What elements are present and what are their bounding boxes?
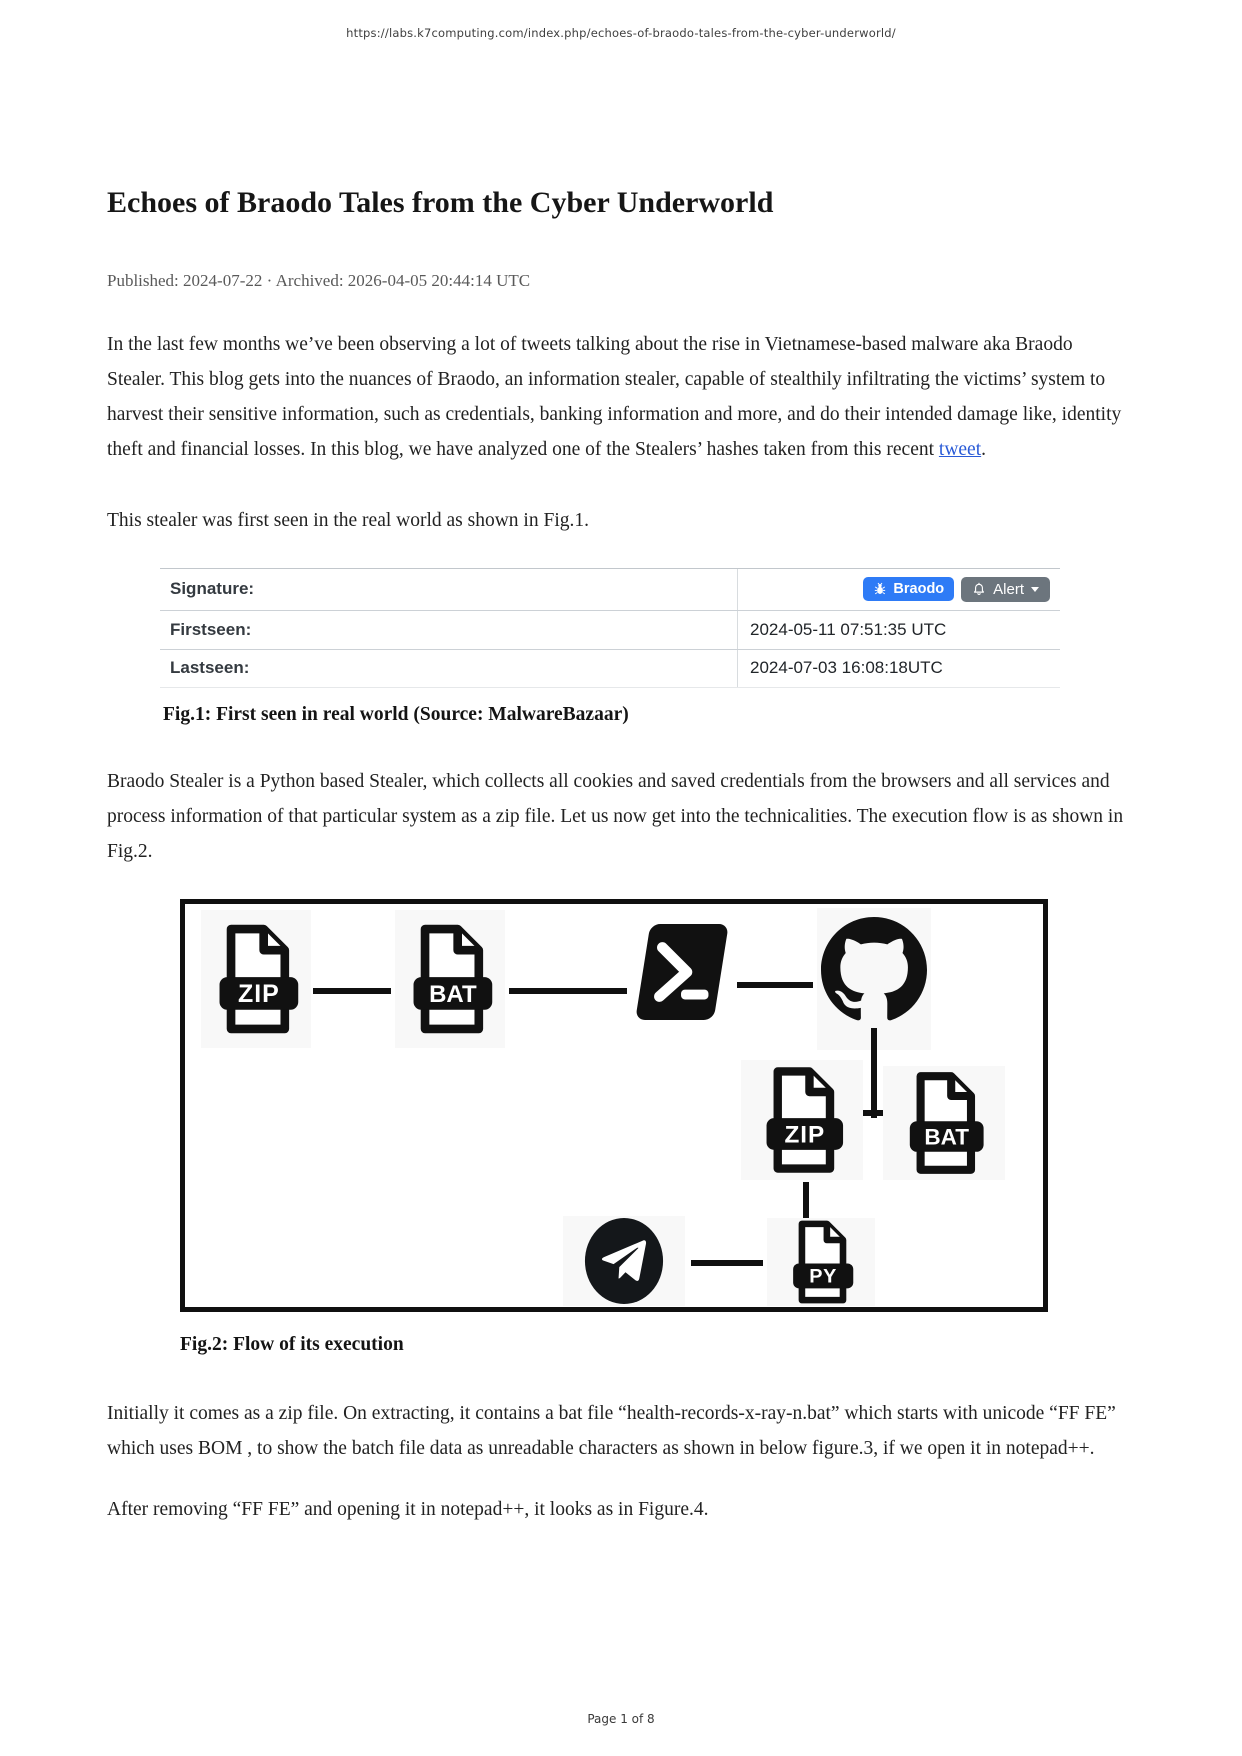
zip-file-node xyxy=(201,910,311,1048)
page-url: https://labs.k7computing.com/index.php/echoes-of-braodo-tales-from-the-cyber-underworld/ xyxy=(346,26,896,40)
flow-connector xyxy=(737,982,813,988)
braodo-badge[interactable] xyxy=(863,577,954,601)
alert-button-label: Alert xyxy=(993,580,1024,598)
zip-extract-paragraph: Initially it comes as a zip file. On extracting, it contains a bat file “health-records-x-ray-n.bat” which starts with unicode “FF FE” which uses BOM , to show the batch file data as unreadable characters as shown in below figure.3, if we open it in notepad++. xyxy=(107,1402,1116,1459)
malwarebazaar-table xyxy=(160,568,1060,688)
article-content xyxy=(107,0,1135,1527)
table-row xyxy=(160,568,1060,610)
py-label: PY xyxy=(809,1265,838,1288)
technical-paragraph: Braodo Stealer is a Python based Stealer, which collects all cookies and saved credentials from the browsers and all services and process information of that particular system as a zip file. Let us now get into the technicalities. The execution flow is as shown in Fig.2. xyxy=(107,770,1124,862)
lastseen-label: Lastseen: xyxy=(160,650,738,687)
bat-file-icon xyxy=(898,1069,990,1177)
fig2-caption: Fig.2: Flow of its execution xyxy=(180,1333,404,1355)
intro-text-end: . xyxy=(981,438,987,460)
after-removing-paragraph: After removing “FF FE” and opening it in notepad++, it looks as in Figure.4. xyxy=(107,1498,709,1520)
bell-icon xyxy=(972,582,986,597)
lastseen-value: 2024-07-03 16:08:18UTC xyxy=(750,658,943,677)
bat-file-node xyxy=(395,910,505,1048)
table-row xyxy=(160,649,1060,688)
signature-value-cell xyxy=(738,569,1060,610)
page-title: Echoes of Braodo Tales from the Cyber Underworld xyxy=(107,186,774,219)
table-row xyxy=(160,610,1060,649)
bat-file-node xyxy=(883,1066,1005,1180)
braodo-badge-label: Braodo xyxy=(893,581,945,597)
flow-connector xyxy=(871,1028,877,1118)
alert-button[interactable] xyxy=(961,577,1050,602)
firstseen-value: 2024-05-11 07:51:35 UTC xyxy=(750,619,947,639)
powershell-icon xyxy=(633,916,731,1028)
bug-icon xyxy=(873,582,887,596)
telegram-node xyxy=(563,1216,685,1306)
zip-label: ZIP xyxy=(238,979,280,1008)
zip-file-node xyxy=(741,1060,863,1180)
zip-label: ZIP xyxy=(784,1120,826,1148)
fig1-caption: Fig.1: First seen in real world (Source: MalwareBazaar) xyxy=(163,703,629,725)
bat-label: BAT xyxy=(429,980,477,1008)
github-icon xyxy=(821,917,927,1023)
signature-label: Signature: xyxy=(160,569,738,610)
flow-connector xyxy=(313,988,391,994)
bat-file-icon xyxy=(402,917,498,1041)
caret-down-icon xyxy=(1031,587,1039,592)
zip-file-icon xyxy=(755,1064,849,1176)
flow-connector xyxy=(691,1260,763,1266)
first-seen-paragraph: This stealer was first seen in the real world as shown in Fig.1. xyxy=(107,509,589,531)
bat-label: BAT xyxy=(924,1124,969,1150)
python-file-icon xyxy=(783,1218,859,1306)
published-meta: Published: 2024-07-22 · Archived: 2026-04-05 20:44:14 UTC xyxy=(107,270,531,290)
zip-file-icon xyxy=(208,917,304,1041)
intro-text: In the last few months we’ve been observing a lot of tweets talking about the rise in Vietnamese-based malware aka Braodo Stealer. This blog gets into the nuances of Braodo, an information stealer, capable of stealthily infiltrating the victims’ system to harvest their sensitive information, such as credentials, banking information and more, and do their intended damage like, identity theft and financial losses. In this blog, we have analyzed one of the Stealers’ hashes taken from this recent xyxy=(107,333,1122,460)
firstseen-label: Firstseen: xyxy=(160,611,738,649)
tweet-link[interactable]: tweet xyxy=(938,438,982,460)
page-number: Page 1 of 8 xyxy=(587,1712,655,1726)
flow-connector xyxy=(509,988,627,994)
execution-flow-diagram xyxy=(180,899,1048,1312)
py-file-node xyxy=(767,1218,875,1306)
intro-paragraph xyxy=(107,327,1135,467)
powershell-node xyxy=(631,914,733,1030)
telegram-icon xyxy=(584,1217,664,1305)
